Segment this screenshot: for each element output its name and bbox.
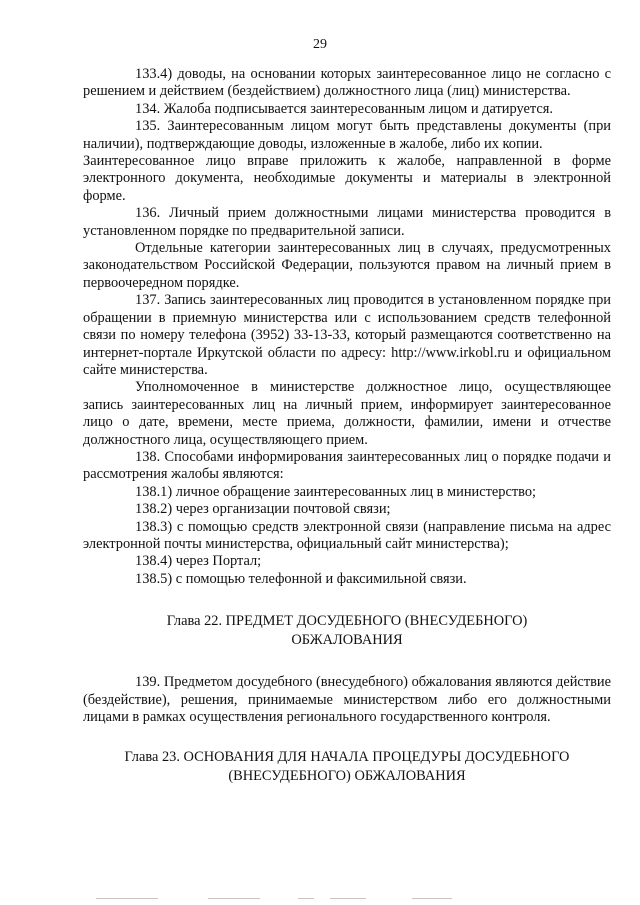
chapter-22-heading-line1: Глава 22. ПРЕДМЕТ ДОСУДЕБНОГО (ВНЕСУДЕБНОГО)	[166, 613, 528, 630]
scan-mark	[412, 898, 452, 899]
list-item-138-4: 138.4) через Портал;	[135, 553, 262, 570]
scan-mark	[298, 898, 314, 899]
paragraph-138: 138. Способами информирования заинтересованных лиц о порядке подачи и рассмотрения жалобы являются:	[83, 448, 611, 483]
chapter-23-heading-line1: Глава 23. ОСНОВАНИЯ ДЛЯ НАЧАЛА ПРОЦЕДУРЫ ДОСУДЕБНОГО	[124, 749, 570, 766]
chapter-23-heading	[83, 748, 611, 786]
list-item-138-3: 138.3) с помощью средств электронной связи (направление письма на адрес электронной почты министерства, официальный сайт министерства);	[83, 518, 611, 552]
list-item-138-5: 138.5) с помощью телефонной и факсимильной связи.	[135, 570, 467, 587]
paragraph-133-4: 133.4) доводы, на основании которых заинтересованное лицо не согласно с решением и действием (бездействием) должностного лица (лиц) министерства.	[83, 66, 611, 100]
paragraph-137: 137. Запись заинтересованных лиц проводится в установленном порядке при обращении в приемную министерства или с использованием средств телефонной связи по номеру телефона (3952) 33-13-33, который размещаются соответственно на интернет-портале Иркутской области по адресу: http://www.irkobl.ru и официальном сайте министерства.	[83, 292, 611, 378]
chapter-22-heading	[83, 612, 611, 650]
chapter-22-heading-line2: ОБЖАЛОВАНИЯ	[291, 632, 403, 649]
paragraph-134: 134. Жалоба подписывается заинтересованным лицом и датируется.	[135, 100, 553, 117]
scan-mark	[330, 898, 366, 899]
list-item-138-1: 138.1) личное обращение заинтересованных лиц в министерство;	[135, 483, 537, 500]
paragraph-137-official: Уполномоченное в министерстве должностное лицо, осуществляющее запись заинтересованных лиц на личный прием, информирует заинтересованное лицо о дате, времени, месте приема, должности, фамилии, имени и отчестве должностного лица, осуществляющего прием.	[83, 379, 611, 448]
scan-mark	[208, 898, 260, 899]
paragraph-139: 139. Предметом досудебного (внесудебного) обжалования являются действие (бездействие), решения, принимаемые министерством либо его должностными лицами в рамках осуществления регионального государственного контроля.	[83, 674, 611, 725]
paragraph-135-attachments: Заинтересованное лицо вправе приложить к жалобе, направленной в форме электронного документа, необходимые документы и материалы в электронной форме.	[83, 153, 611, 204]
footer-scan-marks	[0, 896, 640, 902]
page-number: 29	[313, 37, 327, 52]
document-body	[83, 66, 611, 786]
paragraph-136-priority: Отдельные категории заинтересованных лиц в случаях, предусмотренных законодательством Российской Федерации, пользуются правом на личный прием в первоочередном порядке.	[83, 240, 611, 291]
list-item-138-2: 138.2) через организации почтовой связи;	[135, 501, 391, 518]
chapter-23-heading-line2: (ВНЕСУДЕБНОГО) ОБЖАЛОВАНИЯ	[228, 768, 466, 785]
paragraph-135: 135. Заинтересованным лицом могут быть представлены документы (при наличии), подтверждающие доводы, изложенные в жалобе, либо их копии.	[83, 118, 611, 152]
paragraph-136: 136. Личный прием должностными лицами министерства проводится в установленном порядке по предварительной записи.	[83, 205, 611, 239]
scan-mark	[96, 898, 158, 899]
